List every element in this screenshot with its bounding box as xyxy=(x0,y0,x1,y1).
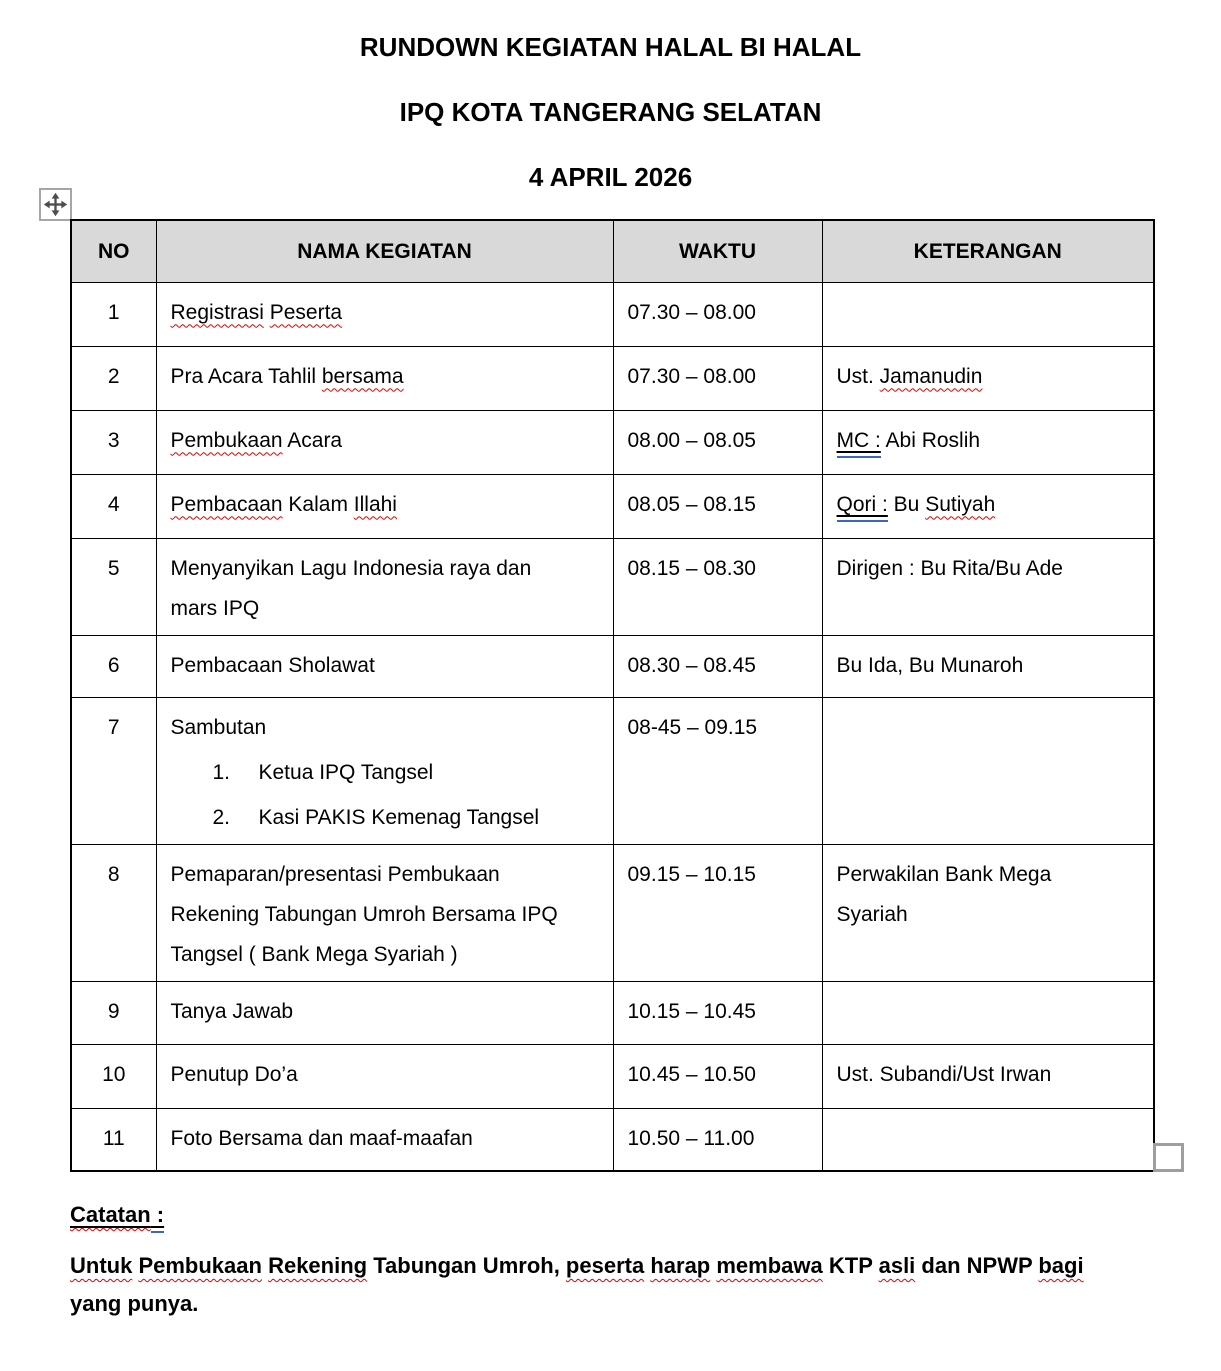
paragraph-line xyxy=(171,646,599,686)
text-run: Rekening Tabungan Umroh Bersama IPQ xyxy=(170,902,558,926)
text-run: Foto Bersama dan maaf-maafan xyxy=(170,1126,473,1150)
list-item xyxy=(171,798,599,838)
cell-nama-kegiatan[interactable] xyxy=(156,346,613,410)
cell-no[interactable]: 11 xyxy=(71,1108,156,1171)
paragraph-line xyxy=(70,1247,1180,1285)
spellcheck-word: Jamanudin xyxy=(879,364,983,388)
paragraph-line xyxy=(171,1055,599,1095)
cell-no[interactable]: 1 xyxy=(71,282,156,346)
cell-keterangan[interactable] xyxy=(822,844,1154,981)
table-row xyxy=(71,538,1154,635)
text-run: dan NPWP xyxy=(915,1253,1039,1278)
document-title-line-1[interactable]: RUNDOWN KEGIATAN HALAL BI HALAL xyxy=(359,32,862,62)
list-number: 2. xyxy=(212,805,231,829)
cell-no[interactable]: 8 xyxy=(71,844,156,981)
cell-nama-kegiatan[interactable] xyxy=(156,1044,613,1108)
move-arrows-icon xyxy=(43,192,68,217)
cell-waktu[interactable]: 10.50 – 11.00 xyxy=(613,1108,822,1171)
cell-nama-kegiatan[interactable] xyxy=(156,538,613,635)
paragraph-line xyxy=(171,992,599,1032)
cell-no[interactable]: 3 xyxy=(71,410,156,474)
paragraph-line xyxy=(837,549,1140,589)
text-run: Qori : xyxy=(837,493,888,522)
cell-waktu[interactable]: 08.00 – 08.05 xyxy=(613,410,822,474)
paragraph-line xyxy=(837,855,1140,895)
header-row xyxy=(71,220,1154,282)
cell-keterangan[interactable] xyxy=(822,346,1154,410)
notes-body[interactable] xyxy=(70,1247,1180,1323)
paragraph-line xyxy=(70,1285,1180,1323)
spellcheck-word: Rekening xyxy=(268,1253,368,1278)
cell-waktu[interactable]: 08.15 – 08.30 xyxy=(613,538,822,635)
text-run: mars IPQ xyxy=(170,596,260,620)
text-run: Kasi PAKIS Kemenag Tangsel xyxy=(258,805,540,829)
spellcheck-word: Peserta xyxy=(269,300,343,324)
paragraph-line xyxy=(171,357,599,397)
paragraph-line xyxy=(837,895,1140,935)
cell-nama-kegiatan[interactable] xyxy=(156,635,613,697)
table-resize-handle[interactable] xyxy=(1153,1143,1184,1172)
spellcheck-word: bagi xyxy=(1038,1253,1084,1278)
paragraph-line xyxy=(837,646,1140,686)
text-run: Tabungan Umroh, xyxy=(367,1253,566,1278)
paragraph-line xyxy=(171,895,599,935)
document-title-line-2[interactable]: IPQ KOTA TANGERANG SELATAN xyxy=(399,97,822,127)
cell-waktu[interactable]: 07.30 – 08.00 xyxy=(613,346,822,410)
table-header xyxy=(71,220,1154,282)
paragraph-line xyxy=(171,549,599,589)
notes-heading[interactable] xyxy=(70,1200,164,1230)
cell-keterangan[interactable] xyxy=(822,981,1154,1044)
text-run: Dirigen : Bu Rita/Bu Ade xyxy=(836,556,1063,580)
cell-keterangan[interactable] xyxy=(822,635,1154,697)
cell-waktu[interactable]: 08.05 – 08.15 xyxy=(613,474,822,538)
text-run: Syariah xyxy=(836,902,908,926)
spellcheck-word: Registrasi xyxy=(170,300,264,324)
text-run: Ketua IPQ Tangsel xyxy=(258,760,434,784)
cell-keterangan[interactable] xyxy=(822,282,1154,346)
text-run: Ust. Subandi/Ust Irwan xyxy=(836,1062,1052,1086)
spellcheck-word: peserta xyxy=(565,1253,645,1278)
text-run: Tangsel ( Bank Mega Syariah ) xyxy=(170,942,458,966)
cell-no[interactable]: 10 xyxy=(71,1044,156,1108)
table-row xyxy=(71,346,1154,410)
paragraph-line xyxy=(837,485,1140,525)
paragraph-line xyxy=(70,1200,164,1230)
table-row xyxy=(71,282,1154,346)
spellcheck-word: Pembacaan xyxy=(170,492,283,516)
table-row xyxy=(71,697,1154,844)
cell-nama-kegiatan[interactable] xyxy=(156,844,613,981)
text-run: Ust. xyxy=(836,364,880,388)
table-row xyxy=(71,981,1154,1044)
spellcheck-word: Illahi xyxy=(353,492,397,516)
cell-nama-kegiatan[interactable] xyxy=(156,697,613,844)
cell-nama-kegiatan[interactable] xyxy=(156,474,613,538)
paragraph-line xyxy=(171,935,599,975)
paragraph-line xyxy=(837,357,1140,397)
text-run: Acara xyxy=(282,428,343,452)
text-run: Pemaparan/presentasi Pembukaan xyxy=(170,862,500,886)
text-run: yang punya. xyxy=(70,1291,199,1316)
cell-no[interactable]: 9 xyxy=(71,981,156,1044)
header-keterangan[interactable]: KETERANGAN xyxy=(822,220,1154,282)
spellcheck-word: Untuk xyxy=(70,1253,133,1278)
cell-nama-kegiatan[interactable] xyxy=(156,981,613,1044)
text-run: Menyanyikan Lagu Indonesia raya dan xyxy=(170,556,532,580)
cell-keterangan[interactable] xyxy=(822,410,1154,474)
spellcheck-word: Sutiyah xyxy=(925,492,996,516)
cell-waktu[interactable]: 07.30 – 08.00 xyxy=(613,282,822,346)
spellcheck-word: membawa xyxy=(716,1253,823,1278)
spellcheck-word: asli xyxy=(878,1253,916,1278)
paragraph-line xyxy=(171,855,599,895)
paragraph-line xyxy=(171,708,599,748)
cell-waktu[interactable]: 10.45 – 10.50 xyxy=(613,1044,822,1108)
header-waktu[interactable]: WAKTU xyxy=(613,220,822,282)
cell-no[interactable]: 7 xyxy=(71,697,156,844)
cell-keterangan[interactable] xyxy=(822,697,1154,844)
text-run: Pra Acara Tahlil xyxy=(170,364,322,388)
text-run: MC : xyxy=(837,429,881,458)
cell-waktu[interactable]: 08.30 – 08.45 xyxy=(613,635,822,697)
table-body xyxy=(71,282,1154,1171)
cell-no[interactable]: 6 xyxy=(71,635,156,697)
list-number: 1. xyxy=(212,760,231,784)
cell-keterangan[interactable] xyxy=(822,1044,1154,1108)
list-item xyxy=(171,753,599,793)
table-row xyxy=(71,635,1154,697)
spellcheck-word: harap xyxy=(650,1253,711,1278)
cell-keterangan[interactable] xyxy=(822,538,1154,635)
paragraph-line xyxy=(171,421,599,461)
table-row xyxy=(71,1108,1154,1171)
rundown-table xyxy=(70,219,1155,1172)
paragraph-line xyxy=(171,293,599,333)
table-row xyxy=(71,844,1154,981)
table-row xyxy=(71,474,1154,538)
cell-keterangan[interactable] xyxy=(822,1108,1154,1171)
spellcheck-word: Catatan xyxy=(70,1202,151,1227)
text-run: Perwakilan Bank Mega xyxy=(836,862,1052,886)
cell-nama-kegiatan[interactable] xyxy=(156,1108,613,1171)
text-run: Tanya Jawab xyxy=(170,999,294,1023)
text-run: Penutup Do’a xyxy=(170,1062,298,1086)
paragraph-line xyxy=(171,485,599,525)
text-run: Abi Roslih xyxy=(880,428,981,452)
underlined-text xyxy=(70,1202,164,1233)
header-nama-kegiatan[interactable]: NAMA KEGIATAN xyxy=(156,220,613,282)
text-run: Bu Ida, Bu Munaroh xyxy=(836,653,1024,677)
text-run: Bu xyxy=(887,492,926,516)
cell-nama-kegiatan[interactable] xyxy=(156,282,613,346)
paragraph-line xyxy=(837,421,1140,461)
spellcheck-word: Pembukaan xyxy=(138,1253,262,1278)
table-row xyxy=(71,410,1154,474)
cell-waktu[interactable]: 10.15 – 10.45 xyxy=(613,981,822,1044)
cell-waktu[interactable]: 09.15 – 10.15 xyxy=(613,844,822,981)
cell-no[interactable]: 5 xyxy=(71,538,156,635)
paragraph-line xyxy=(171,589,599,629)
cell-no[interactable]: 4 xyxy=(71,474,156,538)
paragraph-line xyxy=(837,1055,1140,1095)
text-run: KTP xyxy=(822,1253,879,1278)
table-move-handle[interactable] xyxy=(39,188,72,221)
cell-no[interactable]: 2 xyxy=(71,346,156,410)
paragraph-line xyxy=(171,1119,599,1159)
header-no[interactable]: NO xyxy=(71,220,156,282)
text-run: Sambutan xyxy=(170,715,267,739)
text-run: Pembacaan Sholawat xyxy=(170,653,375,677)
text-run: : xyxy=(151,1202,164,1233)
cell-keterangan[interactable] xyxy=(822,474,1154,538)
spellcheck-word: bersama xyxy=(321,364,404,388)
text-run: Kalam xyxy=(282,492,354,516)
cell-nama-kegiatan[interactable] xyxy=(156,410,613,474)
cell-waktu[interactable]: 08-45 – 09.15 xyxy=(613,697,822,844)
document-title-line-3[interactable]: 4 APRIL 2026 xyxy=(528,162,693,192)
spellcheck-word: Pembukaan xyxy=(170,428,283,452)
table-row xyxy=(71,1044,1154,1108)
